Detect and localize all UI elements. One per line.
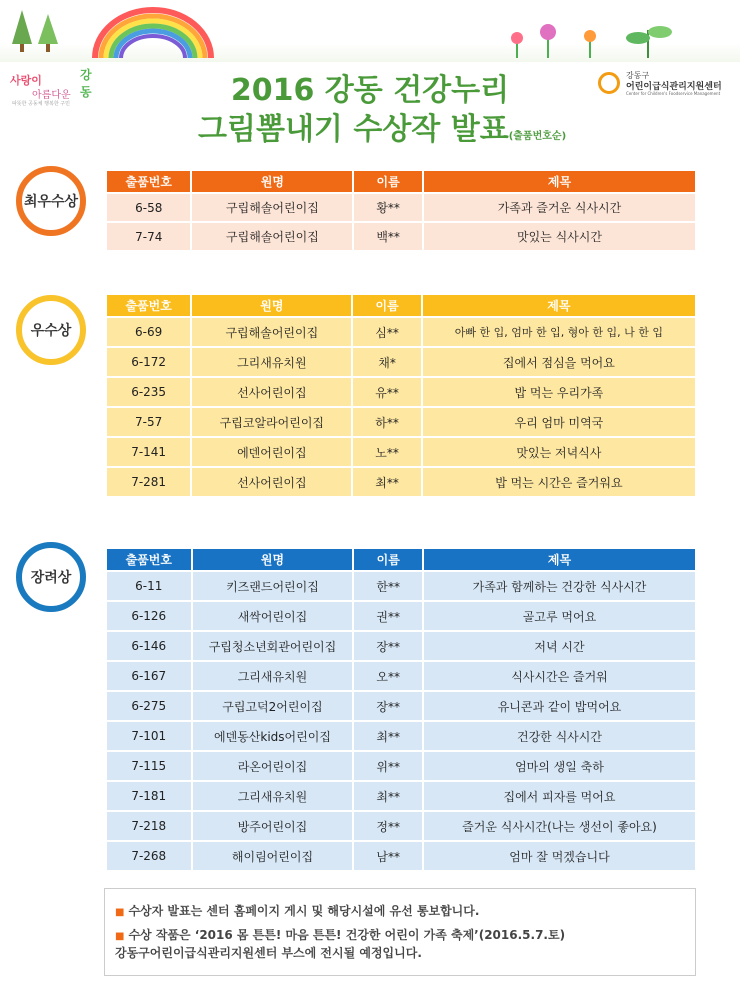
institution-name: 구립코알라어린이집 — [192, 408, 351, 436]
table-row — [107, 348, 695, 376]
child-name: 한** — [354, 572, 422, 600]
artwork-title: 식사시간은 즐거워 — [424, 662, 695, 690]
artwork-title: 집에서 피자를 먹어요 — [424, 782, 695, 810]
child-name: 장** — [354, 692, 422, 720]
column-header: 출품번호 — [107, 171, 190, 192]
notice-text: 강동구어린이급식관리지원센터 부스에 전시될 예정입니다. — [115, 946, 422, 960]
column-header: 원명 — [192, 295, 351, 316]
entry-number: 7-74 — [107, 223, 190, 250]
entry-number: 6-275 — [107, 692, 191, 720]
center-logo-line3: Center for Children's Foodservice Management — [626, 91, 721, 96]
table-row — [107, 408, 695, 436]
institution-name: 선사어린이집 — [192, 378, 351, 406]
table-row — [107, 438, 695, 466]
institution-name: 에덴동산kids어린이집 — [193, 722, 353, 750]
landscape-illustration — [0, 0, 740, 62]
institution-name: 그리새유치원 — [193, 662, 353, 690]
page-subtitle — [198, 104, 566, 148]
institution-name: 에덴어린이집 — [192, 438, 351, 466]
table-header-row — [107, 171, 695, 192]
award-table-excellence — [105, 293, 697, 498]
child-name: 오** — [354, 662, 422, 690]
column-header: 제목 — [424, 171, 695, 192]
artwork-title: 가족과 즐거운 식사시간 — [424, 194, 695, 221]
table-row — [107, 602, 695, 630]
notice-text: 수상자 발표는 센터 홈페이지 게시 및 해당시설에 유선 통보합니다. — [128, 904, 480, 918]
institution-name: 그리새유치원 — [192, 348, 351, 376]
page-subtitle-note: (출품번호순) — [508, 131, 567, 142]
artwork-title: 유니콘과 같이 밥먹어요 — [424, 692, 695, 720]
notice-text: 수상 작품은 ‘2016 몸 튼튼! 마음 튼튼! 건강한 어린이 가족 축제’(2016.5.7.토) — [128, 928, 566, 942]
entry-number: 7-141 — [107, 438, 190, 466]
child-name: 정** — [354, 812, 422, 840]
child-name: 하** — [353, 408, 420, 436]
table-row — [107, 692, 695, 720]
artwork-title: 맛있는 식사시간 — [424, 223, 695, 250]
child-name: 황** — [354, 194, 422, 221]
table-header-row — [107, 295, 695, 316]
institution-name: 해이림어린이집 — [193, 842, 353, 870]
entry-number: 6-11 — [107, 572, 191, 600]
artwork-title: 밥 먹는 우리가족 — [423, 378, 695, 406]
entry-number: 7-218 — [107, 812, 191, 840]
entry-number: 6-146 — [107, 632, 191, 660]
column-header: 출품번호 — [107, 549, 191, 570]
institution-name: 구립해솔어린이집 — [192, 223, 352, 250]
column-header: 이름 — [353, 295, 420, 316]
artwork-title: 저녁 시간 — [424, 632, 695, 660]
table-row — [107, 782, 695, 810]
entry-number: 7-181 — [107, 782, 191, 810]
notice-line — [115, 927, 685, 961]
institution-name: 구립해솔어린이집 — [192, 194, 352, 221]
artwork-title: 가족과 함께하는 건강한 식사시간 — [424, 572, 695, 600]
top-decoration — [0, 0, 740, 62]
institution-name: 그리새유치원 — [193, 782, 353, 810]
column-header: 이름 — [354, 549, 422, 570]
entry-number: 6-126 — [107, 602, 191, 630]
institution-name: 키즈랜드어린이집 — [193, 572, 353, 600]
logo-line3: 강동 — [80, 68, 92, 99]
table-row — [107, 378, 695, 406]
child-name: 유** — [353, 378, 420, 406]
notice-box — [104, 888, 696, 976]
artwork-title: 집에서 점심을 먹어요 — [423, 348, 695, 376]
child-name: 최** — [354, 722, 422, 750]
table-header-row — [107, 549, 695, 570]
table-row — [107, 194, 695, 221]
bullet-square-icon: ■ — [115, 907, 125, 918]
institution-name: 구립고덕2어린이집 — [193, 692, 353, 720]
logo-line2: 아름다운 — [32, 90, 71, 101]
award-table-encouragement — [105, 547, 697, 872]
institution-name: 새싹어린이집 — [193, 602, 353, 630]
child-name: 남** — [354, 842, 422, 870]
artwork-title: 아빠 한 입, 엄마 한 입, 형아 한 입, 나 한 입 — [423, 318, 695, 346]
child-name: 최** — [353, 468, 420, 496]
child-name: 위** — [354, 752, 422, 780]
column-header: 이름 — [354, 171, 422, 192]
column-header: 제목 — [424, 549, 695, 570]
logo-tagline: 따뜻한 공동체 행복한 구민 — [12, 101, 70, 107]
column-header: 제목 — [423, 295, 695, 316]
child-name: 채* — [353, 348, 420, 376]
institution-name: 구립해솔어린이집 — [192, 318, 351, 346]
artwork-title: 즐거운 식사시간(나는 생선이 좋아요) — [424, 812, 695, 840]
page-title: 2016 강동 건강누리 — [230, 73, 510, 108]
entry-number: 7-57 — [107, 408, 190, 436]
child-name: 심** — [353, 318, 420, 346]
table-row — [107, 662, 695, 690]
center-logo-line2: 어린이급식관리지원센터 — [626, 82, 722, 92]
table-row — [107, 572, 695, 600]
column-header: 출품번호 — [107, 295, 190, 316]
bullet-square-icon: ■ — [115, 931, 125, 942]
institution-name: 선사어린이집 — [192, 468, 351, 496]
institution-name: 라온어린이집 — [193, 752, 353, 780]
entry-number: 6-69 — [107, 318, 190, 346]
artwork-title: 엄마 잘 먹겠습니다 — [424, 842, 695, 870]
entry-number: 7-281 — [107, 468, 190, 496]
entry-number: 7-101 — [107, 722, 191, 750]
table-row — [107, 223, 695, 250]
column-header: 원명 — [192, 171, 352, 192]
logo-line1: 사랑이 — [10, 74, 42, 87]
artwork-title: 건강한 식사시간 — [424, 722, 695, 750]
table-row — [107, 752, 695, 780]
table-row — [107, 842, 695, 870]
institution-name: 구립청소년회관어린이집 — [193, 632, 353, 660]
entry-number: 6-172 — [107, 348, 190, 376]
entry-number: 7-268 — [107, 842, 191, 870]
artwork-title: 맛있는 저녁식사 — [423, 438, 695, 466]
award-table-grand — [105, 169, 697, 252]
table-row — [107, 722, 695, 750]
award-badge-excellence: 우수상 — [16, 295, 86, 365]
column-header: 원명 — [193, 549, 353, 570]
institution-name: 방주어린이집 — [193, 812, 353, 840]
artwork-title: 엄마의 생일 축하 — [424, 752, 695, 780]
notice-line — [115, 903, 685, 921]
child-name: 권** — [354, 602, 422, 630]
artwork-title: 골고루 먹어요 — [424, 602, 695, 630]
table-row — [107, 812, 695, 840]
child-name: 백** — [354, 223, 422, 250]
table-row — [107, 318, 695, 346]
award-badge-grand: 최우수상 — [16, 166, 86, 236]
page-subtitle-text: 그림뽐내기 수상작 발표 — [198, 112, 509, 147]
entry-number: 6-167 — [107, 662, 191, 690]
entry-number: 7-115 — [107, 752, 191, 780]
center-logo-line1: 강동구 — [626, 71, 650, 80]
child-name: 최** — [354, 782, 422, 810]
child-name: 노** — [353, 438, 420, 466]
table-row — [107, 632, 695, 660]
artwork-title: 밥 먹는 시간은 즐거워요 — [423, 468, 695, 496]
artwork-title: 우리 엄마 미역국 — [423, 408, 695, 436]
award-badge-encouragement: 장려상 — [16, 542, 86, 612]
entry-number: 6-58 — [107, 194, 190, 221]
table-row — [107, 468, 695, 496]
child-name: 장** — [354, 632, 422, 660]
entry-number: 6-235 — [107, 378, 190, 406]
